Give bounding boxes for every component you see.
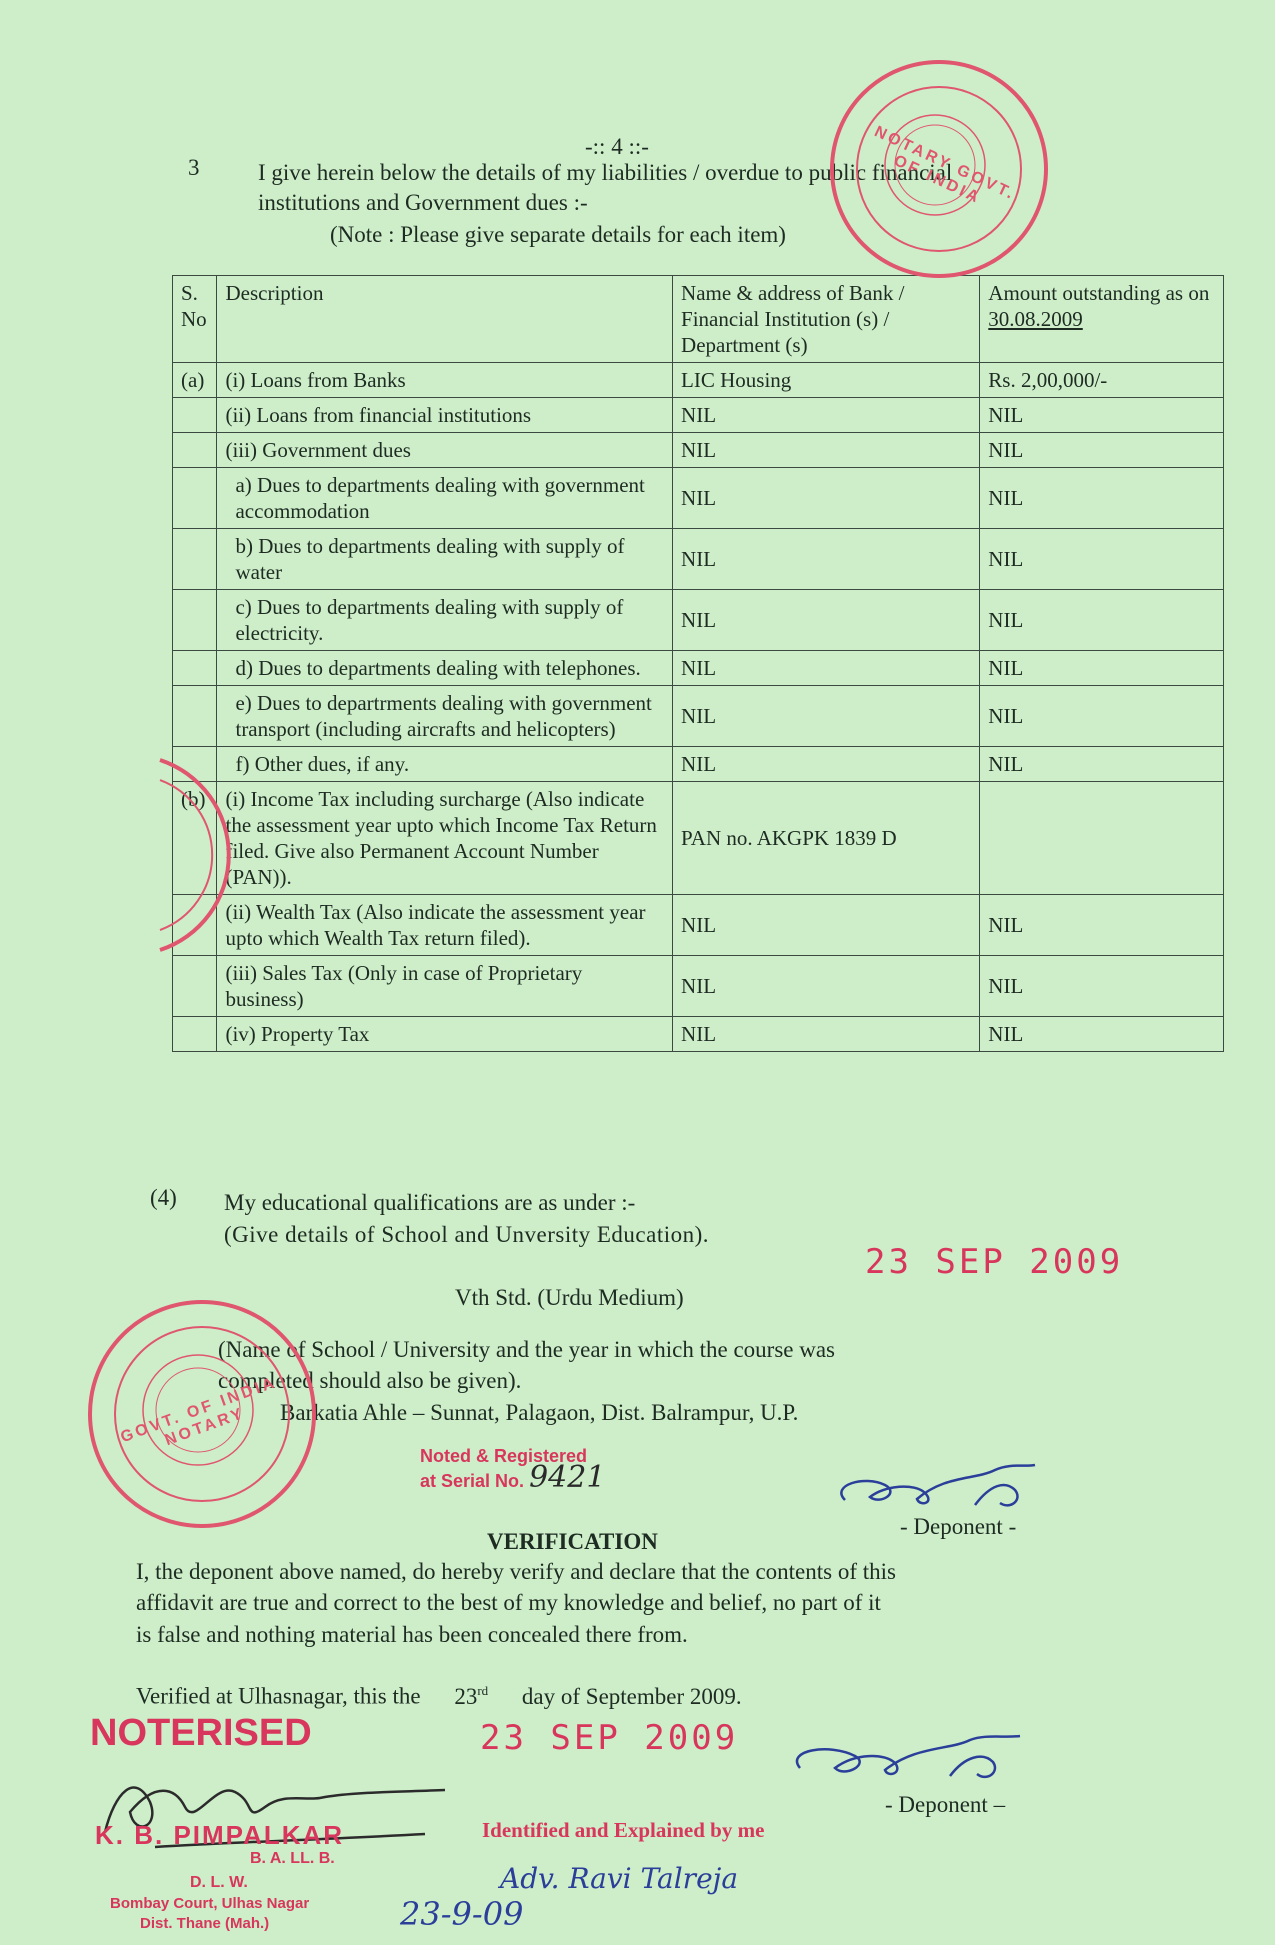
row-amount: NIL xyxy=(980,651,1224,686)
row-description: (ii) Loans from financial institutions xyxy=(217,398,673,433)
row-description: (iii) Government dues xyxy=(217,433,673,468)
row-bank: NIL xyxy=(673,1017,980,1052)
table-row xyxy=(173,651,1224,686)
notary-seal-left-text: GOVT. OF INDIA NOTARY xyxy=(118,1373,280,1450)
table-row xyxy=(173,433,1224,468)
row-description: d) Dues to departments dealing with telephones. xyxy=(217,651,673,686)
header-amount-date: 30.08.2009 xyxy=(988,307,1083,331)
deponent-label-1: - Deponent - xyxy=(900,1514,1017,1539)
verification-line1: I, the deponent above named, do hereby verify and declare that the contents of this xyxy=(136,1559,896,1584)
row-description: b) Dues to departments dealing with supply of water xyxy=(217,529,673,590)
notary-district: Dist. Thane (Mah.) xyxy=(140,1915,270,1932)
row-description: f) Other dues, if any. xyxy=(217,747,673,782)
row-bank: NIL xyxy=(673,433,980,468)
notary-degree: B. A. LL. B. xyxy=(250,1850,335,1867)
notary-seal-top-text: NOTARY GOVT. OF INDIA xyxy=(871,123,1019,208)
verification-line3: is false and nothing material has been concealed there from. xyxy=(136,1622,688,1647)
section3-line1: I give herein below the details of my liabilities / overdue to public financial xyxy=(258,160,953,185)
row-amount: NIL xyxy=(980,398,1224,433)
section3-line2: institutions and Government dues :- xyxy=(258,190,588,215)
row-bank: NIL xyxy=(673,686,980,747)
row-amount: NIL xyxy=(980,468,1224,529)
row-sno xyxy=(173,468,217,529)
section4-note2: completed should also be given). xyxy=(218,1368,522,1393)
serial-number: 9421 xyxy=(529,1460,606,1495)
row-bank: NIL xyxy=(673,590,980,651)
registered-stamp-line2: at Serial No. xyxy=(420,1471,525,1491)
row-sno: (b) xyxy=(173,782,217,895)
table-row xyxy=(173,398,1224,433)
page-number: -:: 4 ::- xyxy=(585,134,649,159)
row-bank: NIL xyxy=(673,651,980,686)
row-amount: NIL xyxy=(980,529,1224,590)
deponent-signature-2 xyxy=(785,1728,1045,1798)
row-sno xyxy=(173,1017,217,1052)
date-stamp-1: 23 SEP 2009 xyxy=(865,1242,1124,1282)
header-sno: S. No xyxy=(173,276,217,363)
registered-stamp xyxy=(420,1445,606,1495)
table-row xyxy=(173,468,1224,529)
verified-suffix: day of September 2009. xyxy=(521,1683,742,1709)
header-description: Description xyxy=(217,276,673,363)
row-bank: NIL xyxy=(673,895,980,956)
row-bank: NIL xyxy=(673,468,980,529)
row-description: a) Dues to departments dealing with government accommodation xyxy=(217,468,673,529)
row-amount: NIL xyxy=(980,895,1224,956)
table-row xyxy=(173,590,1224,651)
verification-title: VERIFICATION xyxy=(487,1529,658,1554)
section4-line1: My educational qualifications are as under :- xyxy=(224,1190,636,1215)
row-amount: NIL xyxy=(980,1017,1224,1052)
header-bank: Name & address of Bank / Financial Institution (s) / Department (s) xyxy=(673,276,980,363)
row-amount: NIL xyxy=(980,590,1224,651)
registered-stamp-line1: Noted & Registered xyxy=(420,1446,588,1466)
row-sno xyxy=(173,956,217,1017)
row-description: (i) Income Tax including surcharge (Also indicate the assessment year upto which Income Tax Return filed. Give also Permanent Account Number (PAN)). xyxy=(217,782,673,895)
row-bank: LIC Housing xyxy=(673,363,980,398)
row-amount: NIL xyxy=(980,433,1224,468)
notary-name: K. B. PIMPALKAR xyxy=(95,1820,345,1850)
section3-number: 3 xyxy=(188,155,200,180)
section4-number: (4) xyxy=(150,1185,177,1210)
date-stamp-2: 23 SEP 2009 xyxy=(480,1718,739,1758)
row-description: (iii) Sales Tax (Only in case of Proprietary business) xyxy=(217,956,673,1017)
row-bank: NIL xyxy=(673,398,980,433)
row-amount: Rs. 2,00,000/- xyxy=(980,363,1224,398)
noterised-stamp: NOTERISED xyxy=(90,1712,312,1754)
verified-prefix: Verified at Ulhasnagar, this the xyxy=(136,1683,421,1709)
row-description: (iv) Property Tax xyxy=(217,1017,673,1052)
row-bank: NIL xyxy=(673,529,980,590)
notary-seal-top-ring xyxy=(830,60,1040,270)
row-description: c) Dues to departments dealing with supply of electricity. xyxy=(217,590,673,651)
notary-seal-left-ring xyxy=(88,1300,308,1520)
row-description: (ii) Wealth Tax (Also indicate the assessment year upto which Wealth Tax return filed). xyxy=(217,895,673,956)
row-sno xyxy=(173,398,217,433)
row-sno xyxy=(173,529,217,590)
table-row xyxy=(173,529,1224,590)
verified-day-suffix: rd xyxy=(477,1683,489,1698)
row-sno: (a) xyxy=(173,363,217,398)
row-bank: NIL xyxy=(673,747,980,782)
table-row xyxy=(173,686,1224,747)
notary-seal-top xyxy=(830,60,1048,278)
row-sno xyxy=(173,590,217,651)
verified-day: 23 xyxy=(454,1683,478,1709)
verification-line2: affidavit are true and correct to the best of my knowledge and belief, no part of it xyxy=(136,1590,881,1615)
row-bank: PAN no. AKGPK 1839 D xyxy=(673,782,980,895)
row-sno xyxy=(173,651,217,686)
notary-court: Bombay Court, Ulhas Nagar xyxy=(110,1895,310,1912)
qualification: Vth Std. (Urdu Medium) xyxy=(455,1285,684,1310)
table-header-row xyxy=(173,276,1224,363)
advocate-signature: Adv. Ravi Talreja xyxy=(500,1862,739,1895)
partial-seal-margin xyxy=(150,750,240,960)
identified-stamp: Identified and Explained by me xyxy=(482,1818,765,1842)
section3-note: (Note : Please give separate details for each item) xyxy=(330,222,786,247)
table-row xyxy=(173,1017,1224,1052)
notary-dlw: D. L. W. xyxy=(190,1874,248,1891)
table-row xyxy=(173,747,1224,782)
verified-at-line xyxy=(136,1676,742,1712)
table-row xyxy=(173,782,1224,895)
row-bank: NIL xyxy=(673,956,980,1017)
row-amount: NIL xyxy=(980,686,1224,747)
row-sno xyxy=(173,433,217,468)
table-row xyxy=(173,363,1224,398)
row-description: e) Dues to departrments dealing with government transport (including aircrafts and helicopters) xyxy=(217,686,673,747)
section4-line2: (Give details of School and Unversity Education). xyxy=(224,1222,710,1247)
header-amount-label: Amount outstanding as on xyxy=(988,281,1210,305)
row-amount xyxy=(980,782,1224,895)
school-name: Barkatia Ahle – Sunnat, Palagaon, Dist. Balrampur, U.P. xyxy=(280,1400,799,1425)
row-sno xyxy=(173,686,217,747)
header-amount xyxy=(980,276,1224,363)
row-description: (i) Loans from Banks xyxy=(217,363,673,398)
handwritten-date: 23-9-09 xyxy=(400,1895,524,1933)
section4-note1: (Name of School / University and the year in which the course was xyxy=(218,1337,835,1362)
table-row xyxy=(173,956,1224,1017)
row-amount: NIL xyxy=(980,956,1224,1017)
deponent-label-2: - Deponent – xyxy=(885,1792,1006,1817)
table-row xyxy=(173,895,1224,956)
liabilities-table xyxy=(172,275,1224,1052)
notary-seal-left xyxy=(88,1300,316,1528)
row-amount: NIL xyxy=(980,747,1224,782)
